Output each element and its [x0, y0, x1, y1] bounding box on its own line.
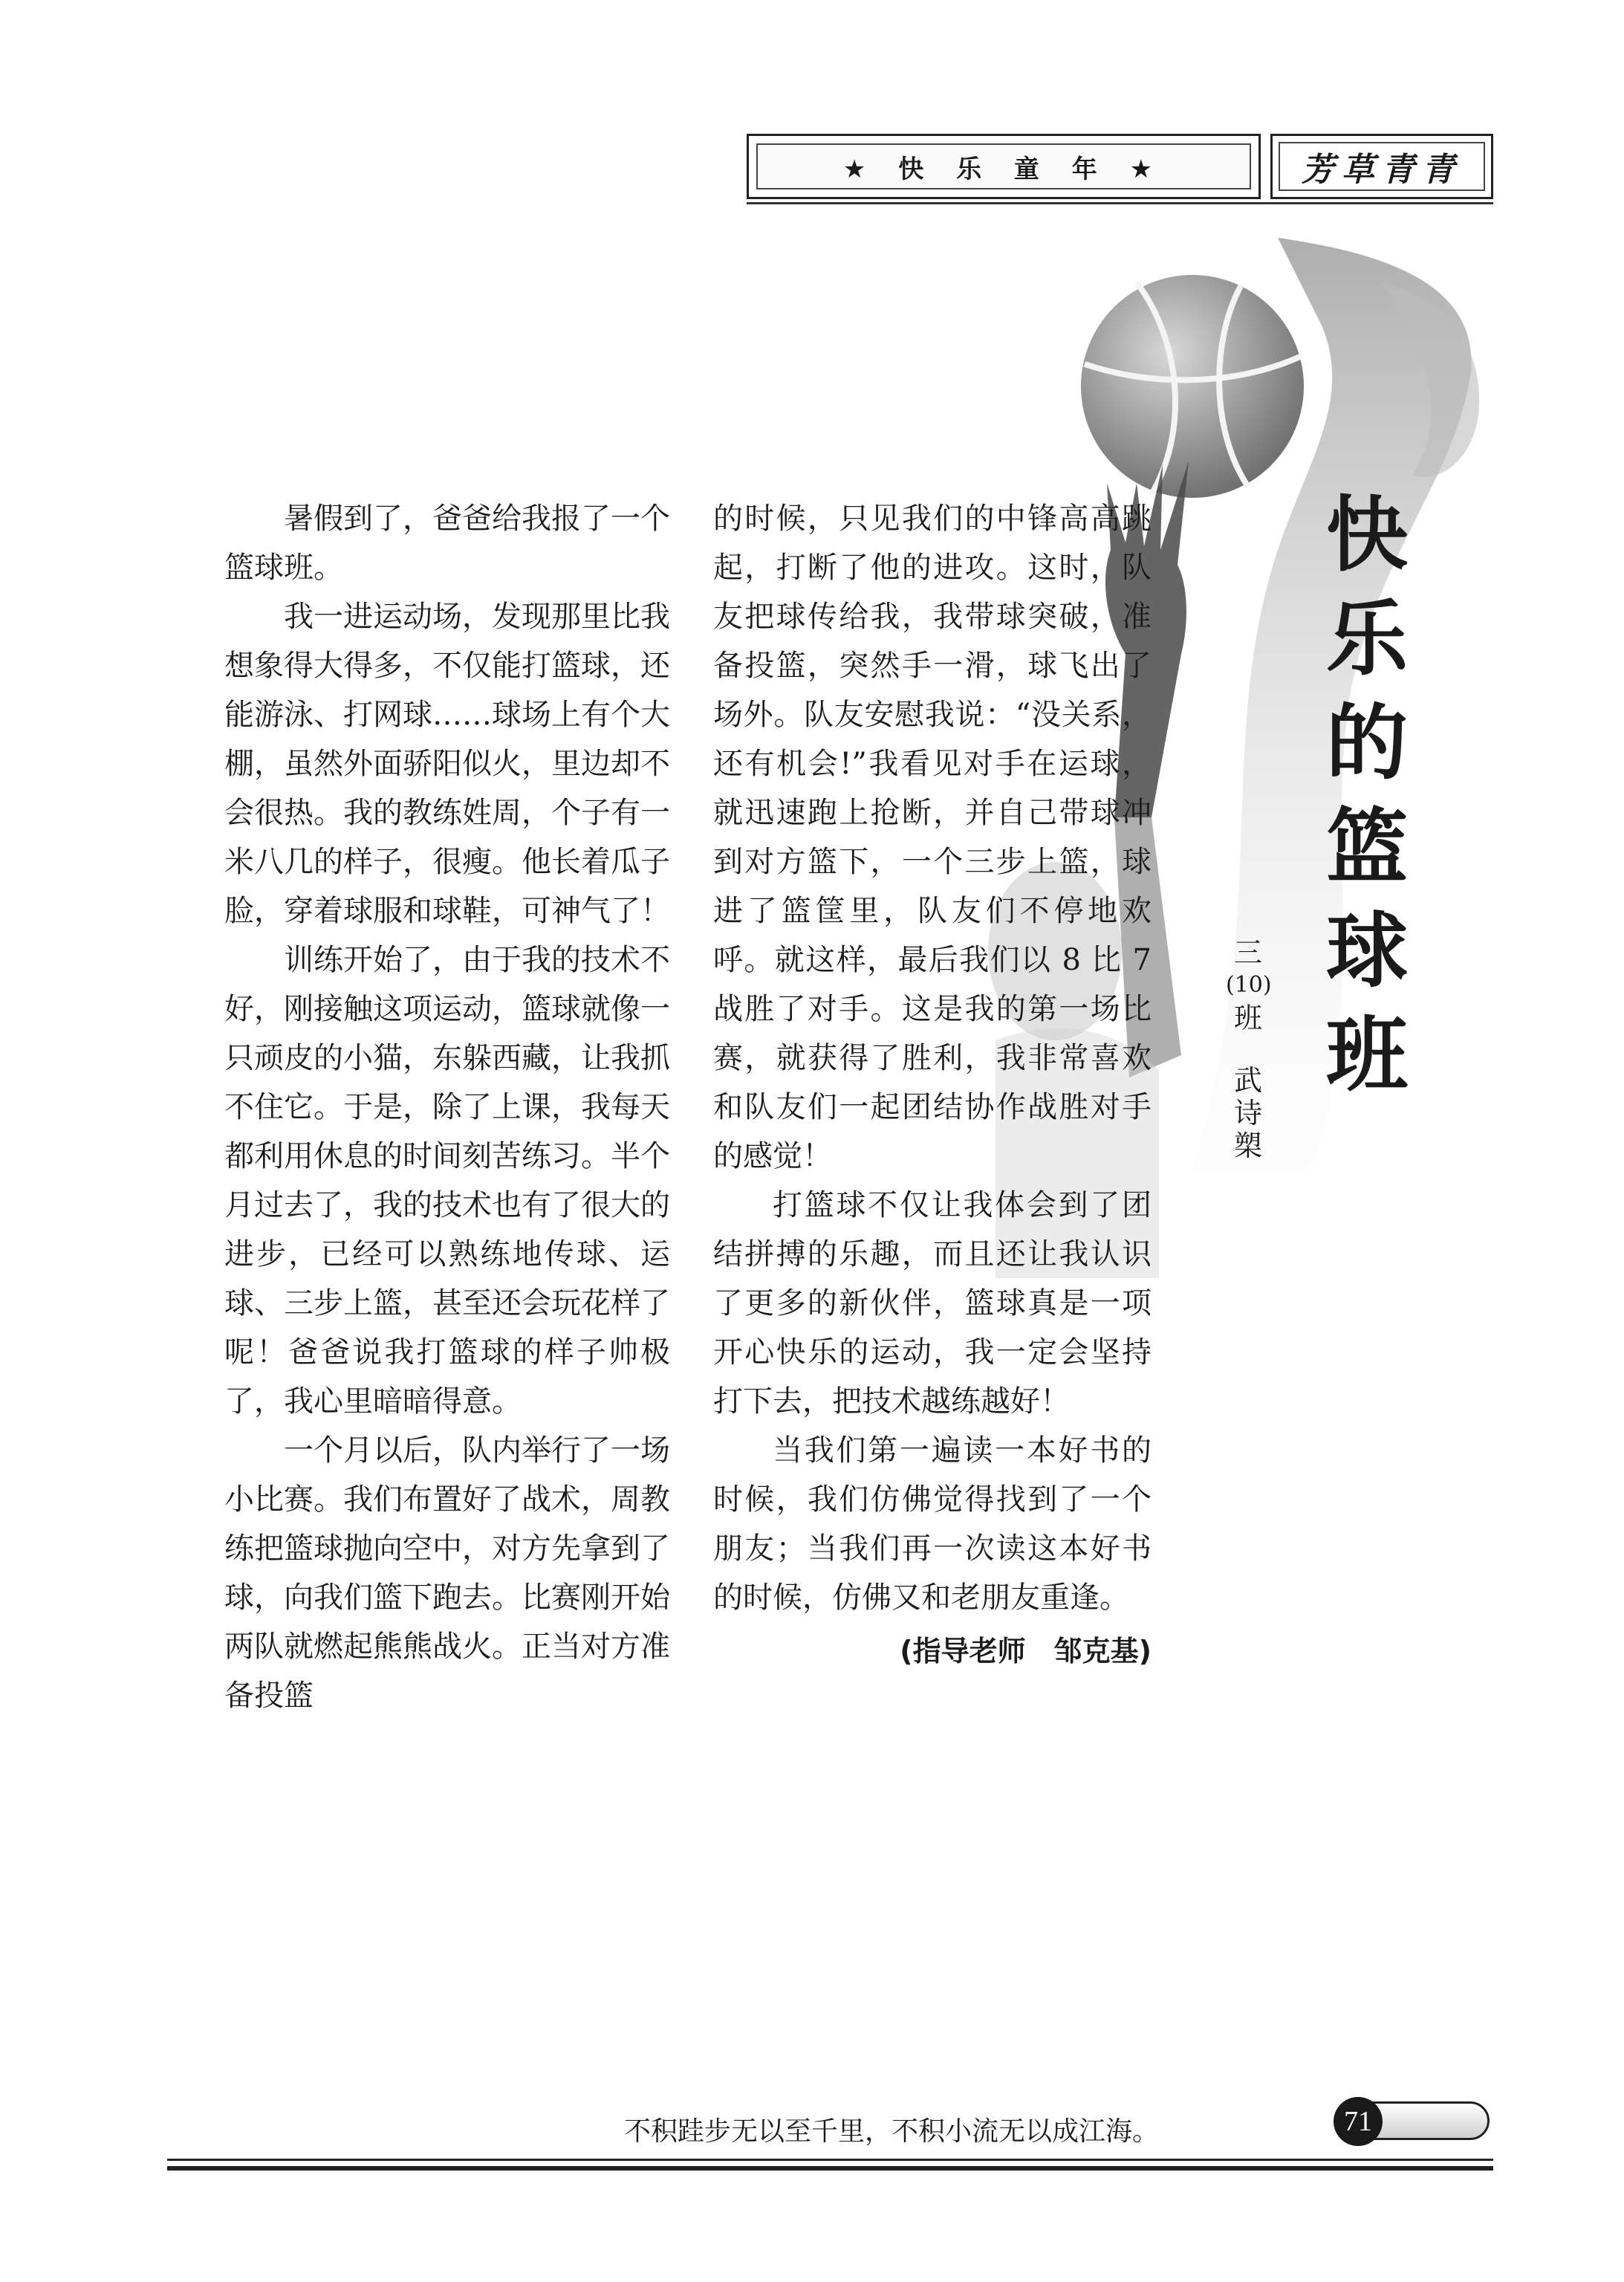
byline-author: 诗	[1233, 1097, 1262, 1129]
title-char: 快	[1326, 487, 1408, 583]
title-char: 乐	[1326, 591, 1408, 687]
footer-divider-thick	[167, 2166, 1493, 2171]
footer-divider	[167, 2159, 1493, 2161]
section-header	[747, 134, 1261, 199]
paragraph: 我一进运动场，发现那里比我想象得大得多，不仅能打篮球，还能游泳、打网球……球场上有个大棚，虽然外面骄阳似火，里边却不会很热。我的教练姓周，个子有一米八几的样子，很瘦。他长着瓜子脸，穿着球服和球鞋，可神气了！	[224, 600, 670, 928]
page-number: 71	[1334, 2097, 1383, 2146]
byline	[1226, 936, 1270, 1162]
title-char: 班	[1326, 1007, 1408, 1103]
title-char: 球	[1326, 903, 1408, 999]
paragraph: 的时候，只见我们的中锋高高跳起，打断了他的进攻。这时，队友把球传给我，我带球突破，准备投篮，突然手一滑，球飞出了场外。队友安慰我说：“没关系，还有机会!”我看见对手在运球，就迅速跑上抢断，并自己带球冲到对方篮下，一个三步上篮，球进了篮筐里，队友们不停地欢呼。就这样，最后我们以 8 比 7 战胜了对手。这是我的第一场比赛，就获得了胜利，我非常喜欢和队友们一起团结协作战胜对手的感觉！	[713, 502, 1152, 1173]
paragraph: 暑假到了，爸爸给我报了一个篮球班。	[224, 502, 670, 585]
title-char: 的	[1326, 695, 1408, 791]
article-right-column	[713, 494, 1152, 1676]
paragraph: 训练开始了，由于我的技术不好，刚接触这项运动，篮球就像一只顽皮的小猫，东躲西藏，让我抓不住它。于是，除了上课，我每天都利用休息的时间刻苦练习。半个月过去了，我的技术也有了很大的进步，已经可以熟练地传球、运球、三步上篮，甚至还会玩花样了呢！爸爸说我打篮球的样子帅极了，我心里暗暗得意。	[224, 943, 670, 1419]
paragraph: 当我们第一遍读一本好书的时候，我们仿佛觉得找到了一个朋友；当我们再一次读这本好书的时候，仿佛又和老朋友重逢。	[713, 1433, 1152, 1615]
byline-author: 武	[1233, 1064, 1262, 1097]
byline-class: (10)	[1226, 972, 1272, 998]
byline-author: 槊	[1233, 1129, 1262, 1162]
column-tag: 芳草青青	[1279, 142, 1485, 191]
paragraph: 打篮球不仅让我体会到了团结拼搏的乐趣，而且还让我认识了更多的新伙伴，篮球真是一项开心快乐的运动，我一定会坚持打下去，把技术越练越好！	[713, 1188, 1152, 1419]
section-label: ★ 快 乐 童 年 ★	[756, 143, 1251, 189]
basketball-icon	[1081, 275, 1304, 498]
byline-class: 班	[1233, 1002, 1262, 1034]
header-divider	[747, 202, 1493, 204]
title-char: 篮	[1326, 799, 1408, 895]
footer-motto: 不积跬步无以至千里，不积小流无以成江海。	[623, 2116, 1159, 2147]
column-tag-box	[1270, 134, 1493, 199]
article-title	[1319, 483, 1415, 1107]
paragraph: 一个月以后，队内举行了一场小比赛。我们布置好了战术，周教练把篮球抛向空中，对方先拿到了球，向我们篮下跑去。比赛刚开始两队就燃起熊熊战火。正当对方准备投篮	[224, 1433, 670, 1713]
advisor-signature: (指导老师 邹克基)	[900, 1635, 1152, 1667]
byline-class: 三	[1233, 936, 1262, 969]
article-left-column	[224, 494, 670, 1720]
